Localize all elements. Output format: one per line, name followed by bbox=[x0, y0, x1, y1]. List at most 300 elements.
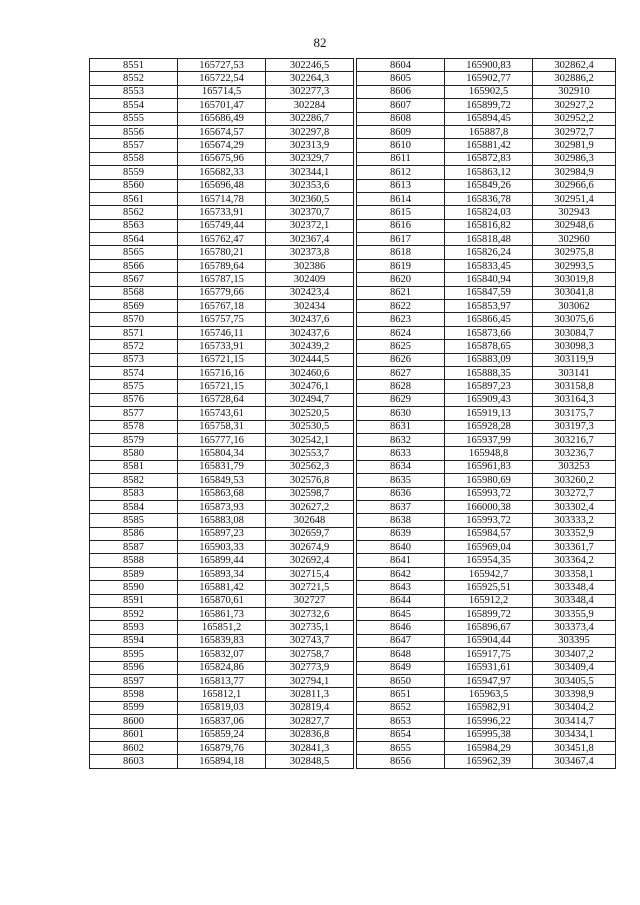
left-point-number-cell: 8564 bbox=[90, 233, 178, 246]
right-y-coordinate-cell: 303260,2 bbox=[533, 474, 616, 487]
right-y-coordinate-cell: 303434,1 bbox=[533, 728, 616, 741]
right-x-coordinate-cell: 165881,42 bbox=[445, 139, 533, 152]
table-row bbox=[90, 594, 616, 607]
left-y-coordinate-cell: 302284 bbox=[266, 99, 354, 112]
right-y-coordinate-cell: 303395 bbox=[533, 634, 616, 647]
left-point-number-cell: 8587 bbox=[90, 541, 178, 554]
table-row bbox=[90, 728, 616, 741]
left-x-coordinate-cell: 165674,29 bbox=[178, 139, 266, 152]
right-point-number-cell: 8609 bbox=[357, 125, 445, 138]
table-row bbox=[90, 500, 616, 513]
right-x-coordinate-cell: 165984,57 bbox=[445, 527, 533, 540]
left-y-coordinate-cell: 302836,8 bbox=[266, 728, 354, 741]
left-y-coordinate-cell: 302542,1 bbox=[266, 433, 354, 446]
right-x-coordinate-cell: 165833,45 bbox=[445, 259, 533, 272]
right-x-coordinate-cell: 166000,38 bbox=[445, 500, 533, 513]
left-y-coordinate-cell: 302819,4 bbox=[266, 701, 354, 714]
left-x-coordinate-cell: 165883,08 bbox=[178, 514, 266, 527]
right-point-number-cell: 8617 bbox=[357, 233, 445, 246]
right-point-number-cell: 8622 bbox=[357, 300, 445, 313]
right-y-coordinate-cell: 303348,4 bbox=[533, 581, 616, 594]
table-row bbox=[90, 139, 616, 152]
left-x-coordinate-cell: 165686,49 bbox=[178, 112, 266, 125]
table-row bbox=[90, 85, 616, 98]
left-y-coordinate-cell: 302264,3 bbox=[266, 72, 354, 85]
right-point-number-cell: 8642 bbox=[357, 567, 445, 580]
left-point-number-cell: 8557 bbox=[90, 139, 178, 152]
right-y-coordinate-cell: 303062 bbox=[533, 300, 616, 313]
left-point-number-cell: 8594 bbox=[90, 634, 178, 647]
right-y-coordinate-cell: 303333,2 bbox=[533, 514, 616, 527]
left-point-number-cell: 8595 bbox=[90, 648, 178, 661]
right-y-coordinate-cell: 303119,9 bbox=[533, 353, 616, 366]
right-point-number-cell: 8651 bbox=[357, 688, 445, 701]
right-y-coordinate-cell: 303404,2 bbox=[533, 701, 616, 714]
left-x-coordinate-cell: 165812,1 bbox=[178, 688, 266, 701]
left-point-number-cell: 8555 bbox=[90, 112, 178, 125]
right-x-coordinate-cell: 165894,45 bbox=[445, 112, 533, 125]
left-point-number-cell: 8579 bbox=[90, 433, 178, 446]
right-y-coordinate-cell: 303361,7 bbox=[533, 541, 616, 554]
table-row bbox=[90, 474, 616, 487]
right-x-coordinate-cell: 165931,61 bbox=[445, 661, 533, 674]
left-point-number-cell: 8602 bbox=[90, 741, 178, 754]
left-point-number-cell: 8568 bbox=[90, 286, 178, 299]
right-y-coordinate-cell: 303075,6 bbox=[533, 313, 616, 326]
left-y-coordinate-cell: 302773,9 bbox=[266, 661, 354, 674]
right-y-coordinate-cell: 303236,7 bbox=[533, 447, 616, 460]
table-row bbox=[90, 674, 616, 687]
left-point-number-cell: 8582 bbox=[90, 474, 178, 487]
left-y-coordinate-cell: 302437,6 bbox=[266, 313, 354, 326]
left-x-coordinate-cell: 165787,15 bbox=[178, 273, 266, 286]
right-x-coordinate-cell: 165849,26 bbox=[445, 179, 533, 192]
left-x-coordinate-cell: 165832,07 bbox=[178, 648, 266, 661]
table-row bbox=[90, 514, 616, 527]
left-point-number-cell: 8559 bbox=[90, 166, 178, 179]
right-y-coordinate-cell: 303216,7 bbox=[533, 433, 616, 446]
right-x-coordinate-cell: 165954,35 bbox=[445, 554, 533, 567]
left-point-number-cell: 8593 bbox=[90, 621, 178, 634]
left-y-coordinate-cell: 302494,7 bbox=[266, 393, 354, 406]
left-x-coordinate-cell: 165789,64 bbox=[178, 259, 266, 272]
left-x-coordinate-cell: 165779,66 bbox=[178, 286, 266, 299]
right-point-number-cell: 8621 bbox=[357, 286, 445, 299]
table-row bbox=[90, 420, 616, 433]
right-point-number-cell: 8648 bbox=[357, 648, 445, 661]
right-x-coordinate-cell: 165937,99 bbox=[445, 433, 533, 446]
left-y-coordinate-cell: 302848,5 bbox=[266, 755, 354, 768]
left-x-coordinate-cell: 165819,03 bbox=[178, 701, 266, 714]
left-point-number-cell: 8569 bbox=[90, 300, 178, 313]
right-x-coordinate-cell: 165896,67 bbox=[445, 621, 533, 634]
left-y-coordinate-cell: 302841,3 bbox=[266, 741, 354, 754]
left-point-number-cell: 8554 bbox=[90, 99, 178, 112]
table-row bbox=[90, 179, 616, 192]
right-y-coordinate-cell: 302960 bbox=[533, 233, 616, 246]
left-point-number-cell: 8583 bbox=[90, 487, 178, 500]
right-point-number-cell: 8633 bbox=[357, 447, 445, 460]
right-point-number-cell: 8614 bbox=[357, 192, 445, 205]
left-point-number-cell: 8556 bbox=[90, 125, 178, 138]
left-x-coordinate-cell: 165743,61 bbox=[178, 407, 266, 420]
right-point-number-cell: 8631 bbox=[357, 420, 445, 433]
left-x-coordinate-cell: 165837,06 bbox=[178, 715, 266, 728]
left-x-coordinate-cell: 165861,73 bbox=[178, 608, 266, 621]
right-y-coordinate-cell: 302993,5 bbox=[533, 259, 616, 272]
right-point-number-cell: 8628 bbox=[357, 380, 445, 393]
right-point-number-cell: 8615 bbox=[357, 206, 445, 219]
left-y-coordinate-cell: 302811,3 bbox=[266, 688, 354, 701]
left-point-number-cell: 8599 bbox=[90, 701, 178, 714]
table-row bbox=[90, 634, 616, 647]
left-point-number-cell: 8571 bbox=[90, 326, 178, 339]
right-x-coordinate-cell: 165847,59 bbox=[445, 286, 533, 299]
left-x-coordinate-cell: 165749,44 bbox=[178, 219, 266, 232]
table-row bbox=[90, 554, 616, 567]
right-x-coordinate-cell: 165942,7 bbox=[445, 567, 533, 580]
right-y-coordinate-cell: 303414,7 bbox=[533, 715, 616, 728]
table-row bbox=[90, 366, 616, 379]
right-y-coordinate-cell: 303098,3 bbox=[533, 340, 616, 353]
left-x-coordinate-cell: 165767,18 bbox=[178, 300, 266, 313]
right-point-number-cell: 8641 bbox=[357, 554, 445, 567]
right-y-coordinate-cell: 303467,4 bbox=[533, 755, 616, 768]
left-point-number-cell: 8567 bbox=[90, 273, 178, 286]
right-point-number-cell: 8644 bbox=[357, 594, 445, 607]
right-x-coordinate-cell: 165897,23 bbox=[445, 380, 533, 393]
table-row bbox=[90, 353, 616, 366]
right-point-number-cell: 8653 bbox=[357, 715, 445, 728]
right-x-coordinate-cell: 165917,75 bbox=[445, 648, 533, 661]
left-point-number-cell: 8558 bbox=[90, 152, 178, 165]
left-point-number-cell: 8591 bbox=[90, 594, 178, 607]
table-row bbox=[90, 166, 616, 179]
left-y-coordinate-cell: 302370,7 bbox=[266, 206, 354, 219]
left-y-coordinate-cell: 302476,1 bbox=[266, 380, 354, 393]
right-y-coordinate-cell: 303084,7 bbox=[533, 326, 616, 339]
left-x-coordinate-cell: 165831,79 bbox=[178, 460, 266, 473]
right-x-coordinate-cell: 165836,78 bbox=[445, 192, 533, 205]
left-x-coordinate-cell: 165733,91 bbox=[178, 340, 266, 353]
right-y-coordinate-cell: 302984,9 bbox=[533, 166, 616, 179]
right-point-number-cell: 8654 bbox=[357, 728, 445, 741]
right-point-number-cell: 8636 bbox=[357, 487, 445, 500]
table-row bbox=[90, 192, 616, 205]
table-row bbox=[90, 219, 616, 232]
left-y-coordinate-cell: 302674,9 bbox=[266, 541, 354, 554]
table-row bbox=[90, 99, 616, 112]
right-x-coordinate-cell: 165962,39 bbox=[445, 755, 533, 768]
left-y-coordinate-cell: 302627,2 bbox=[266, 500, 354, 513]
left-y-coordinate-cell: 302360,5 bbox=[266, 192, 354, 205]
right-point-number-cell: 8605 bbox=[357, 72, 445, 85]
left-x-coordinate-cell: 165894,18 bbox=[178, 755, 266, 768]
right-x-coordinate-cell: 165961,83 bbox=[445, 460, 533, 473]
right-y-coordinate-cell: 302952,2 bbox=[533, 112, 616, 125]
right-x-coordinate-cell: 165899,72 bbox=[445, 608, 533, 621]
right-y-coordinate-cell: 302981,9 bbox=[533, 139, 616, 152]
right-x-coordinate-cell: 165902,77 bbox=[445, 72, 533, 85]
left-x-coordinate-cell: 165721,15 bbox=[178, 353, 266, 366]
left-y-coordinate-cell: 302715,4 bbox=[266, 567, 354, 580]
left-point-number-cell: 8589 bbox=[90, 567, 178, 580]
left-y-coordinate-cell: 302373,8 bbox=[266, 246, 354, 259]
right-y-coordinate-cell: 302910 bbox=[533, 85, 616, 98]
left-x-coordinate-cell: 165721,15 bbox=[178, 380, 266, 393]
right-x-coordinate-cell: 165993,72 bbox=[445, 487, 533, 500]
coordinates-table-body bbox=[90, 59, 616, 769]
right-point-number-cell: 8650 bbox=[357, 674, 445, 687]
right-point-number-cell: 8629 bbox=[357, 393, 445, 406]
right-x-coordinate-cell: 165853,97 bbox=[445, 300, 533, 313]
left-x-coordinate-cell: 165881,42 bbox=[178, 581, 266, 594]
table-row bbox=[90, 527, 616, 540]
right-y-coordinate-cell: 303358,1 bbox=[533, 567, 616, 580]
left-x-coordinate-cell: 165757,75 bbox=[178, 313, 266, 326]
table-row bbox=[90, 393, 616, 406]
left-x-coordinate-cell: 165899,44 bbox=[178, 554, 266, 567]
left-y-coordinate-cell: 302386 bbox=[266, 259, 354, 272]
right-point-number-cell: 8624 bbox=[357, 326, 445, 339]
table-row bbox=[90, 246, 616, 259]
left-point-number-cell: 8588 bbox=[90, 554, 178, 567]
right-x-coordinate-cell: 165899,72 bbox=[445, 99, 533, 112]
right-x-coordinate-cell: 165883,09 bbox=[445, 353, 533, 366]
left-x-coordinate-cell: 165674,57 bbox=[178, 125, 266, 138]
left-x-coordinate-cell: 165758,31 bbox=[178, 420, 266, 433]
left-point-number-cell: 8576 bbox=[90, 393, 178, 406]
right-point-number-cell: 8618 bbox=[357, 246, 445, 259]
table-row bbox=[90, 59, 616, 72]
right-point-number-cell: 8607 bbox=[357, 99, 445, 112]
right-x-coordinate-cell: 165984,29 bbox=[445, 741, 533, 754]
right-y-coordinate-cell: 303348,4 bbox=[533, 594, 616, 607]
left-y-coordinate-cell: 302437,6 bbox=[266, 326, 354, 339]
right-y-coordinate-cell: 302951,4 bbox=[533, 192, 616, 205]
right-x-coordinate-cell: 165963,5 bbox=[445, 688, 533, 701]
table-row bbox=[90, 688, 616, 701]
right-x-coordinate-cell: 165947,97 bbox=[445, 674, 533, 687]
left-y-coordinate-cell: 302444,5 bbox=[266, 353, 354, 366]
right-y-coordinate-cell: 303158,8 bbox=[533, 380, 616, 393]
right-y-coordinate-cell: 303253 bbox=[533, 460, 616, 473]
left-point-number-cell: 8581 bbox=[90, 460, 178, 473]
right-y-coordinate-cell: 303409,4 bbox=[533, 661, 616, 674]
left-x-coordinate-cell: 165813,77 bbox=[178, 674, 266, 687]
right-x-coordinate-cell: 165840,94 bbox=[445, 273, 533, 286]
right-y-coordinate-cell: 303272,7 bbox=[533, 487, 616, 500]
table-row bbox=[90, 112, 616, 125]
right-y-coordinate-cell: 302948,6 bbox=[533, 219, 616, 232]
right-x-coordinate-cell: 165902,5 bbox=[445, 85, 533, 98]
right-x-coordinate-cell: 165995,38 bbox=[445, 728, 533, 741]
right-y-coordinate-cell: 302966,6 bbox=[533, 179, 616, 192]
right-y-coordinate-cell: 303352,9 bbox=[533, 527, 616, 540]
right-y-coordinate-cell: 303355,9 bbox=[533, 608, 616, 621]
right-point-number-cell: 8616 bbox=[357, 219, 445, 232]
left-point-number-cell: 8565 bbox=[90, 246, 178, 259]
left-x-coordinate-cell: 165839,83 bbox=[178, 634, 266, 647]
left-point-number-cell: 8560 bbox=[90, 179, 178, 192]
left-x-coordinate-cell: 165879,76 bbox=[178, 741, 266, 754]
left-y-coordinate-cell: 302530,5 bbox=[266, 420, 354, 433]
table-row bbox=[90, 407, 616, 420]
left-y-coordinate-cell: 302758,7 bbox=[266, 648, 354, 661]
right-y-coordinate-cell: 303405,5 bbox=[533, 674, 616, 687]
left-point-number-cell: 8586 bbox=[90, 527, 178, 540]
right-x-coordinate-cell: 165980,69 bbox=[445, 474, 533, 487]
left-y-coordinate-cell: 302727 bbox=[266, 594, 354, 607]
left-y-coordinate-cell: 302246,5 bbox=[266, 59, 354, 72]
table-row bbox=[90, 741, 616, 754]
right-x-coordinate-cell: 165996,22 bbox=[445, 715, 533, 728]
table-row bbox=[90, 447, 616, 460]
left-y-coordinate-cell: 302562,3 bbox=[266, 460, 354, 473]
right-y-coordinate-cell: 303302,4 bbox=[533, 500, 616, 513]
left-y-coordinate-cell: 302313,9 bbox=[266, 139, 354, 152]
right-point-number-cell: 8608 bbox=[357, 112, 445, 125]
table-row bbox=[90, 259, 616, 272]
table-row bbox=[90, 715, 616, 728]
right-point-number-cell: 8632 bbox=[357, 433, 445, 446]
right-x-coordinate-cell: 165863,12 bbox=[445, 166, 533, 179]
left-y-coordinate-cell: 302692,4 bbox=[266, 554, 354, 567]
left-point-number-cell: 8596 bbox=[90, 661, 178, 674]
right-point-number-cell: 8612 bbox=[357, 166, 445, 179]
right-point-number-cell: 8645 bbox=[357, 608, 445, 621]
right-point-number-cell: 8604 bbox=[357, 59, 445, 72]
left-point-number-cell: 8563 bbox=[90, 219, 178, 232]
left-y-coordinate-cell: 302732,6 bbox=[266, 608, 354, 621]
left-point-number-cell: 8572 bbox=[90, 340, 178, 353]
right-point-number-cell: 8655 bbox=[357, 741, 445, 754]
right-x-coordinate-cell: 165888,35 bbox=[445, 366, 533, 379]
table-row bbox=[90, 125, 616, 138]
right-point-number-cell: 8630 bbox=[357, 407, 445, 420]
left-x-coordinate-cell: 165824,86 bbox=[178, 661, 266, 674]
right-y-coordinate-cell: 303373,4 bbox=[533, 621, 616, 634]
left-point-number-cell: 8551 bbox=[90, 59, 178, 72]
left-y-coordinate-cell: 302423,4 bbox=[266, 286, 354, 299]
left-y-coordinate-cell: 302286,7 bbox=[266, 112, 354, 125]
left-x-coordinate-cell: 165716,16 bbox=[178, 366, 266, 379]
right-y-coordinate-cell: 302975,8 bbox=[533, 246, 616, 259]
right-x-coordinate-cell: 165873,66 bbox=[445, 326, 533, 339]
table-row bbox=[90, 72, 616, 85]
left-point-number-cell: 8601 bbox=[90, 728, 178, 741]
right-y-coordinate-cell: 303041,8 bbox=[533, 286, 616, 299]
page-number: 82 bbox=[313, 35, 327, 50]
left-point-number-cell: 8590 bbox=[90, 581, 178, 594]
right-y-coordinate-cell: 303407,2 bbox=[533, 648, 616, 661]
left-point-number-cell: 8574 bbox=[90, 366, 178, 379]
left-x-coordinate-cell: 165762,47 bbox=[178, 233, 266, 246]
table-row bbox=[90, 661, 616, 674]
left-y-coordinate-cell: 302460,6 bbox=[266, 366, 354, 379]
table-row bbox=[90, 152, 616, 165]
left-point-number-cell: 8552 bbox=[90, 72, 178, 85]
left-y-coordinate-cell: 302743,7 bbox=[266, 634, 354, 647]
left-point-number-cell: 8585 bbox=[90, 514, 178, 527]
left-y-coordinate-cell: 302735,1 bbox=[266, 621, 354, 634]
left-y-coordinate-cell: 302659,7 bbox=[266, 527, 354, 540]
right-point-number-cell: 8638 bbox=[357, 514, 445, 527]
table-row bbox=[90, 460, 616, 473]
table-row bbox=[90, 648, 616, 661]
table-row bbox=[90, 755, 616, 768]
table-row bbox=[90, 380, 616, 393]
left-point-number-cell: 8597 bbox=[90, 674, 178, 687]
left-y-coordinate-cell: 302329,7 bbox=[266, 152, 354, 165]
right-x-coordinate-cell: 165818,48 bbox=[445, 233, 533, 246]
left-y-coordinate-cell: 302721,5 bbox=[266, 581, 354, 594]
left-x-coordinate-cell: 165863,68 bbox=[178, 487, 266, 500]
left-point-number-cell: 8561 bbox=[90, 192, 178, 205]
left-x-coordinate-cell: 165675,96 bbox=[178, 152, 266, 165]
left-x-coordinate-cell: 165851,2 bbox=[178, 621, 266, 634]
right-x-coordinate-cell: 165887,8 bbox=[445, 125, 533, 138]
right-y-coordinate-cell: 303175,7 bbox=[533, 407, 616, 420]
left-x-coordinate-cell: 165777,16 bbox=[178, 433, 266, 446]
left-x-coordinate-cell: 165893,34 bbox=[178, 567, 266, 580]
right-x-coordinate-cell: 165969,04 bbox=[445, 541, 533, 554]
table-row bbox=[90, 206, 616, 219]
right-x-coordinate-cell: 165878,65 bbox=[445, 340, 533, 353]
right-point-number-cell: 8656 bbox=[357, 755, 445, 768]
right-point-number-cell: 8643 bbox=[357, 581, 445, 594]
left-y-coordinate-cell: 302277,3 bbox=[266, 85, 354, 98]
left-y-coordinate-cell: 302439,2 bbox=[266, 340, 354, 353]
left-point-number-cell: 8577 bbox=[90, 407, 178, 420]
left-y-coordinate-cell: 302297,8 bbox=[266, 125, 354, 138]
table-row bbox=[90, 581, 616, 594]
left-point-number-cell: 8553 bbox=[90, 85, 178, 98]
left-y-coordinate-cell: 302598,7 bbox=[266, 487, 354, 500]
right-y-coordinate-cell: 302943 bbox=[533, 206, 616, 219]
table-row bbox=[90, 541, 616, 554]
left-x-coordinate-cell: 165897,23 bbox=[178, 527, 266, 540]
right-point-number-cell: 8619 bbox=[357, 259, 445, 272]
left-point-number-cell: 8584 bbox=[90, 500, 178, 513]
table-row bbox=[90, 701, 616, 714]
left-x-coordinate-cell: 165727,53 bbox=[178, 59, 266, 72]
left-y-coordinate-cell: 302648 bbox=[266, 514, 354, 527]
left-x-coordinate-cell: 165696,48 bbox=[178, 179, 266, 192]
right-point-number-cell: 8623 bbox=[357, 313, 445, 326]
table-row bbox=[90, 487, 616, 500]
left-x-coordinate-cell: 165903,33 bbox=[178, 541, 266, 554]
right-point-number-cell: 8626 bbox=[357, 353, 445, 366]
right-point-number-cell: 8647 bbox=[357, 634, 445, 647]
left-x-coordinate-cell: 165859,24 bbox=[178, 728, 266, 741]
right-x-coordinate-cell: 165904,44 bbox=[445, 634, 533, 647]
left-y-coordinate-cell: 302409 bbox=[266, 273, 354, 286]
left-x-coordinate-cell: 165873,93 bbox=[178, 500, 266, 513]
right-y-coordinate-cell: 302972,7 bbox=[533, 125, 616, 138]
right-point-number-cell: 8620 bbox=[357, 273, 445, 286]
table-row bbox=[90, 273, 616, 286]
left-y-coordinate-cell: 302827,7 bbox=[266, 715, 354, 728]
right-y-coordinate-cell: 303451,8 bbox=[533, 741, 616, 754]
right-point-number-cell: 8606 bbox=[357, 85, 445, 98]
right-x-coordinate-cell: 165948,8 bbox=[445, 447, 533, 460]
left-point-number-cell: 8578 bbox=[90, 420, 178, 433]
left-x-coordinate-cell: 165722,54 bbox=[178, 72, 266, 85]
right-point-number-cell: 8610 bbox=[357, 139, 445, 152]
left-point-number-cell: 8575 bbox=[90, 380, 178, 393]
left-point-number-cell: 8600 bbox=[90, 715, 178, 728]
